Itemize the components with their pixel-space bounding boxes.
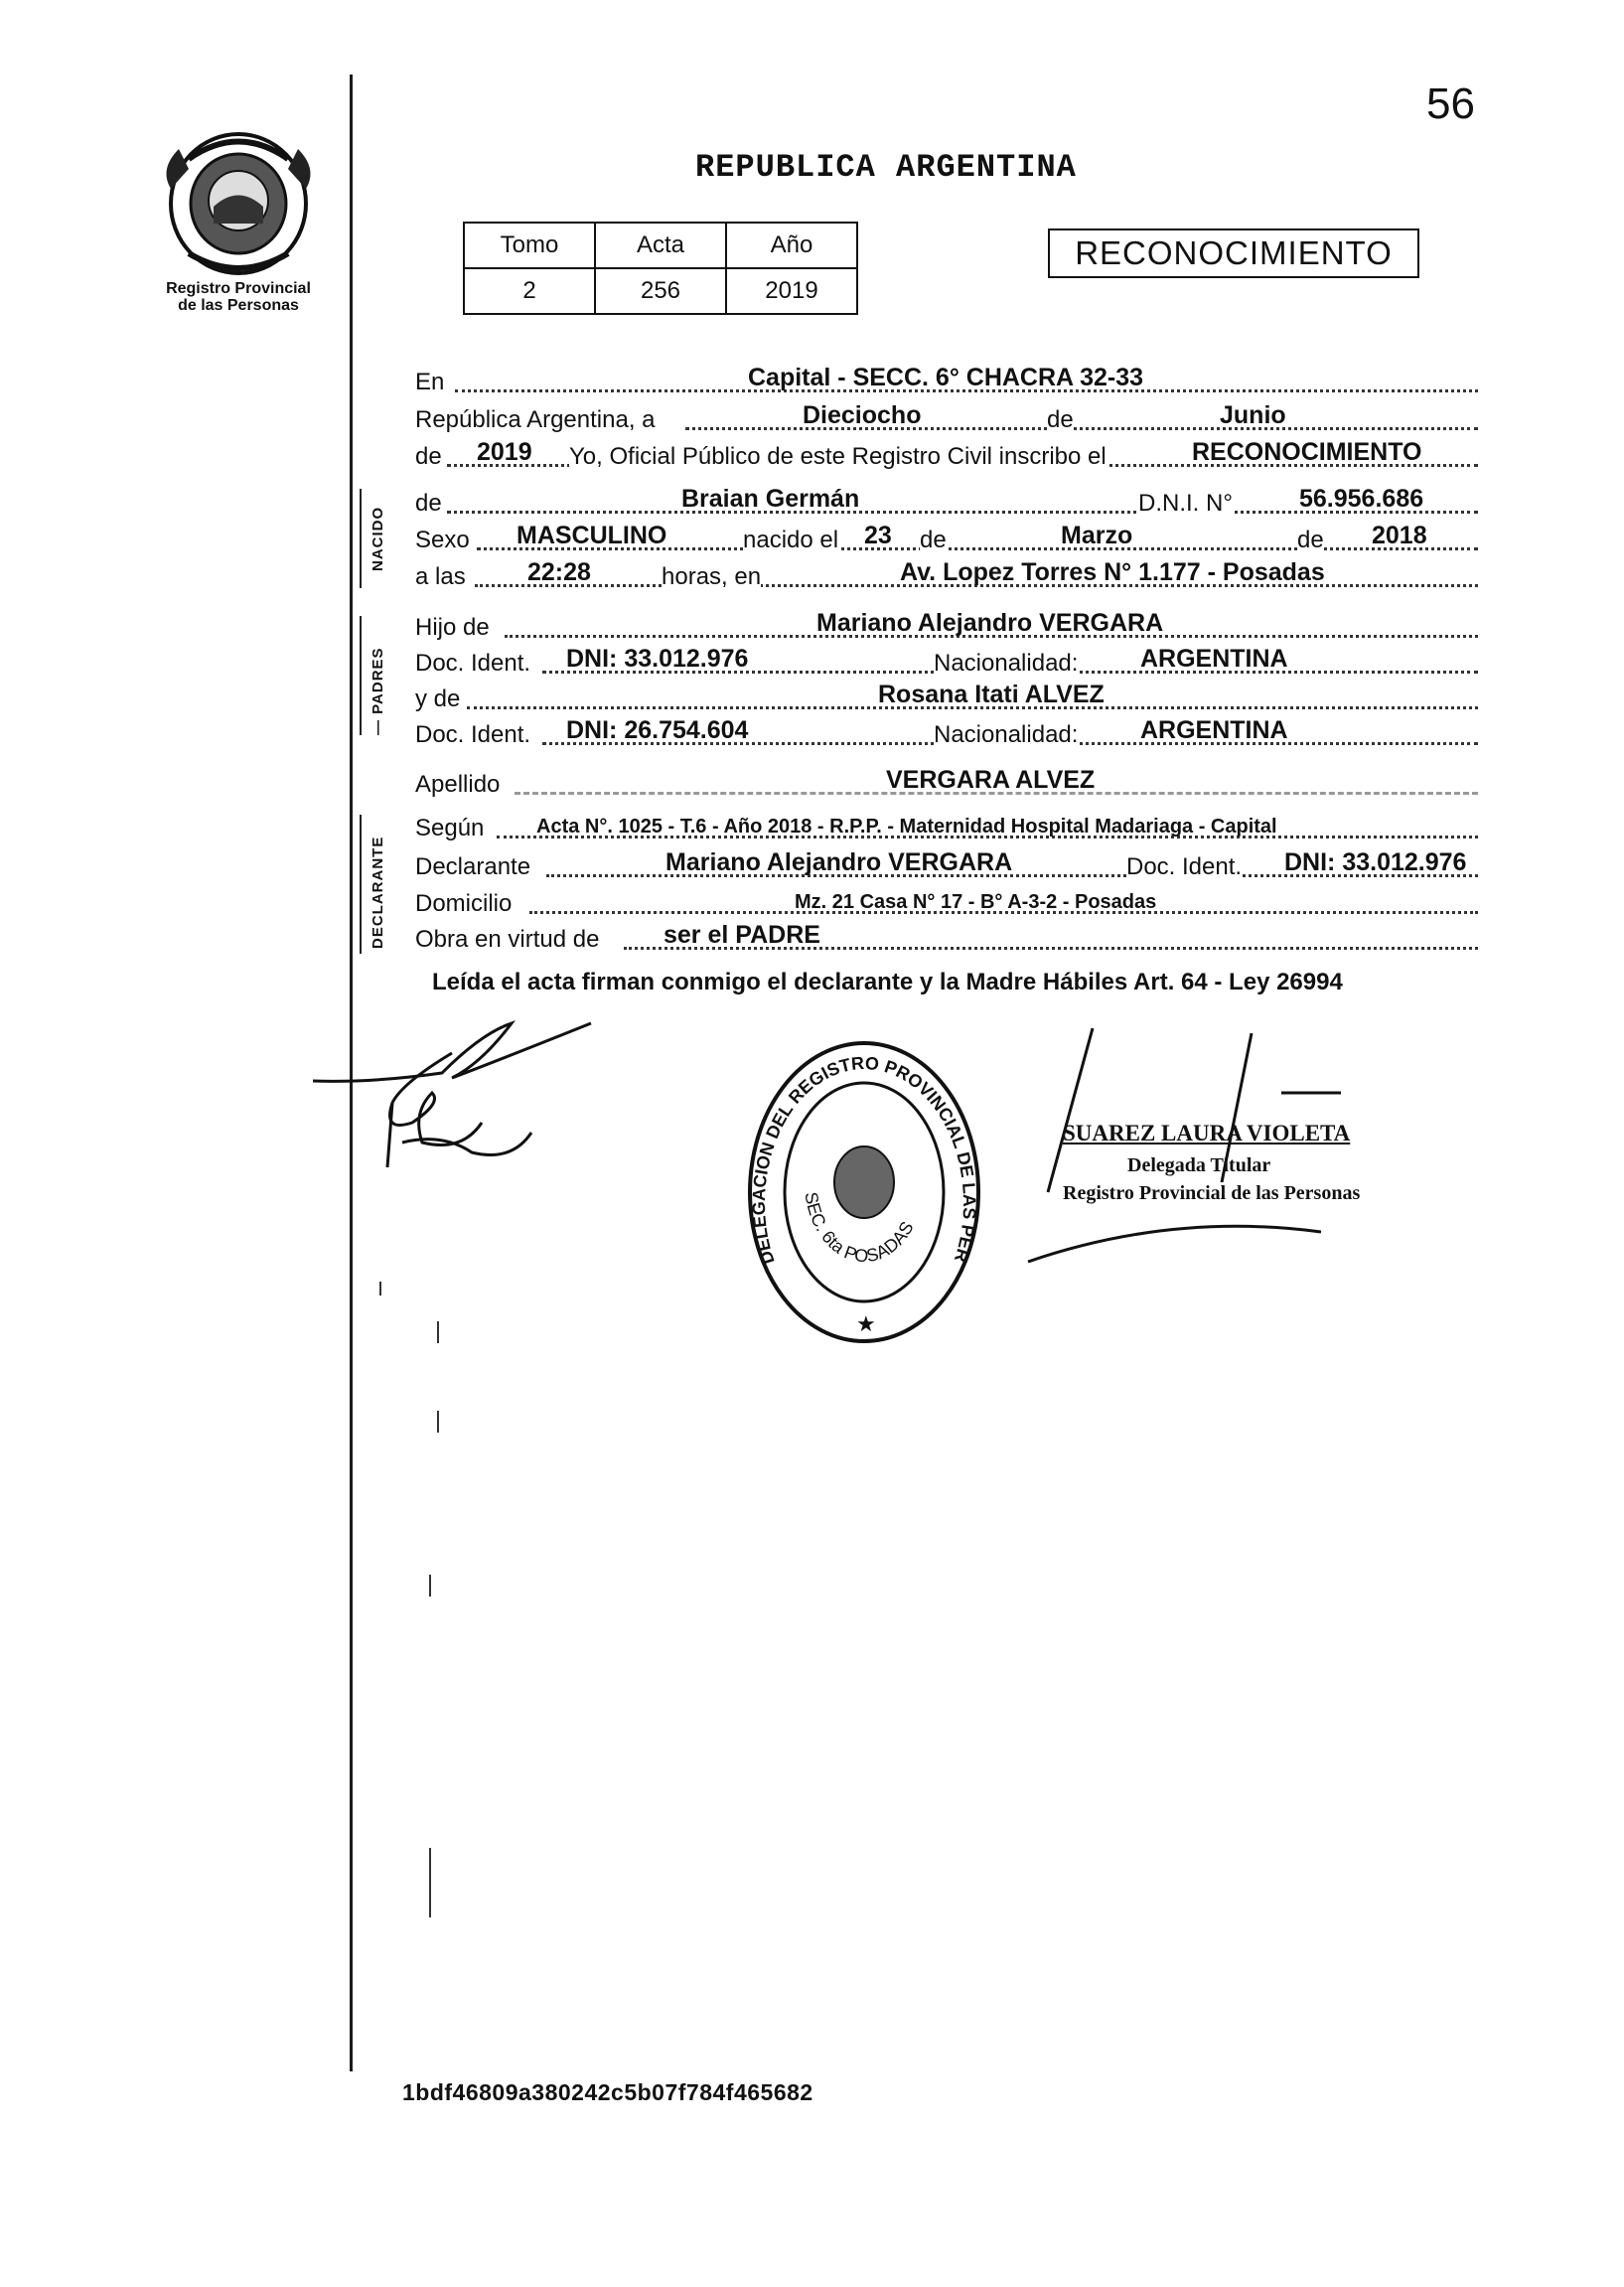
row-hora-lugar: [415, 559, 1478, 593]
row-obra: [415, 922, 1478, 956]
official-signature-strokes: [1023, 1023, 1440, 1272]
value-declarante: Mariano Alejandro VERGARA: [665, 848, 1013, 876]
label-sexo: Sexo: [415, 527, 470, 553]
label-en: En: [415, 369, 445, 395]
value-sexo: MASCULINO: [517, 522, 667, 549]
official-org: Registro Provincial de las Personas: [1063, 1182, 1361, 1204]
header-tomo: Tomo: [464, 223, 595, 268]
row-madre-doc: [415, 717, 1478, 751]
header-acta: Acta: [595, 223, 726, 268]
value-mother-doc: DNI: 26.754.604: [566, 716, 749, 744]
closing-statement: Leída el acta firman conmigo el declarante y la Madre Hábiles Art. 64 - Ley 26994: [432, 969, 1343, 995]
side-label-nacido: NACIDO: [369, 506, 386, 571]
value-child-name: Braian Germán: [681, 485, 860, 513]
record-header-row: [464, 223, 857, 268]
record-volume-table: [463, 222, 858, 315]
label-de: de: [415, 490, 442, 517]
label-de: de: [920, 527, 947, 553]
value-child-dni: 56.956.686: [1299, 485, 1424, 513]
document-type-box: RECONOCIMIENTO: [1048, 229, 1419, 278]
value-acta: 256: [595, 268, 726, 314]
row-segun: [415, 811, 1478, 844]
value-act-type: RECONOCIMIENTO: [1192, 438, 1422, 466]
label-obra: Obra en virtud de: [415, 926, 600, 953]
official-name: SUAREZ LAURA VIOLETA: [1063, 1121, 1351, 1145]
value-birth-month: Marzo: [1061, 522, 1133, 549]
padres-bracket: [360, 616, 362, 735]
official-role: Delegada Titular: [1127, 1154, 1271, 1176]
value-segun: Acta N°. 1025 - T.6 - Año 2018 - R.P.P. - Maternidad Hospital Madariaga - Capital: [536, 816, 1277, 838]
value-birth-day: 23: [864, 522, 892, 549]
value-domicilio: Mz. 21 Casa N° 17 - B° A-3-2 - Posadas: [795, 891, 1157, 913]
row-inscribo: [415, 439, 1478, 473]
margin-mark: [379, 1282, 381, 1296]
label-apellido: Apellido: [415, 771, 501, 798]
value-mother-nationality: ARGENTINA: [1140, 716, 1288, 744]
margin-mark: [429, 1848, 431, 1917]
label-de: de: [1297, 527, 1324, 553]
record-value-row: [464, 268, 857, 314]
declarante-bracket: [360, 815, 362, 954]
value-birth-place: Av. Lopez Torres N° 1.177 - Posadas: [900, 558, 1325, 586]
logo-caption-line2: de las Personas: [178, 297, 299, 314]
label-de: de: [1047, 406, 1074, 433]
label-oficial: Yo, Oficial Público de este Registro Civil inscribo el: [569, 443, 1107, 470]
row-fecha: [415, 402, 1478, 436]
value-year: 2019: [477, 438, 532, 466]
nacido-bracket: [360, 489, 362, 588]
label-declarante: Declarante: [415, 853, 531, 880]
logo-caption-line1: Registro Provincial: [166, 280, 311, 297]
label-doc-ident: Doc. Ident.: [415, 721, 531, 748]
margin-mark: [437, 1411, 439, 1433]
row-en: [415, 365, 1478, 398]
value-time: 22:28: [527, 558, 591, 586]
row-nombre: [415, 486, 1478, 520]
row-apellido: [415, 767, 1478, 801]
label-segun: Según: [415, 815, 485, 841]
value-declarante-doc: DNI: 33.012.976: [1284, 848, 1467, 876]
row-declarante: [415, 849, 1478, 883]
label-dni: D.N.I. N°: [1138, 490, 1233, 517]
stamp-inner-text: SEC. 6ta POSADAS: [801, 1190, 918, 1267]
value-obra: ser el PADRE: [664, 921, 820, 949]
header-ano: Año: [726, 223, 857, 268]
official-stamp: [735, 1033, 993, 1351]
label-republica: República Argentina, a: [415, 406, 656, 433]
document-hash: 1bdf46809a380242c5b07f784f465682: [402, 2079, 813, 2105]
value-location: Capital - SECC. 6° CHACRA 32-33: [748, 364, 1144, 391]
value-father-name: Mariano Alejandro VERGARA: [816, 609, 1164, 637]
side-label-declarante: DECLARANTE: [369, 836, 386, 949]
margin-mark: [429, 1575, 431, 1597]
value-ano: 2019: [726, 268, 857, 314]
value-day: Dieciocho: [803, 401, 922, 429]
label-nacionalidad: Nacionalidad:: [934, 650, 1079, 677]
value-father-doc: DNI: 33.012.976: [566, 645, 749, 673]
value-apellido: VERGARA ALVEZ: [886, 766, 1096, 794]
label-a-las: a las: [415, 563, 466, 590]
label-domicilio: Domicilio: [415, 890, 513, 917]
side-label-padres: — PADRES: [369, 647, 386, 735]
declarant-signature: [313, 1003, 611, 1182]
row-madre: [415, 682, 1478, 715]
label-doc-ident: Doc. Ident.: [415, 650, 531, 677]
margin-mark: [437, 1321, 439, 1343]
label-de: de: [415, 443, 442, 470]
label-horas-en: horas, en: [662, 563, 762, 590]
row-padre-doc: [415, 646, 1478, 680]
label-nacionalidad: Nacionalidad:: [934, 721, 1079, 748]
logo-caption: [149, 280, 328, 314]
stamp-star-icon: ★: [856, 1311, 876, 1336]
row-sexo: [415, 523, 1478, 556]
document-title: REPUBLICA ARGENTINA: [695, 149, 1077, 186]
label-y-de: y de: [415, 686, 461, 712]
label-hijo-de: Hijo de: [415, 614, 490, 641]
label-nacido-el: nacido el: [743, 527, 839, 553]
stamp-outer-text: DELEGACION DEL REGISTRO PROVINCIAL DE LAS PER: [748, 1052, 980, 1267]
value-tomo: 2: [464, 268, 595, 314]
value-month: Junio: [1220, 401, 1286, 429]
row-padre: [415, 610, 1478, 644]
value-mother-name: Rosana Itati ALVEZ: [878, 681, 1105, 708]
page-number: 56: [1426, 79, 1475, 128]
label-decl-doc: Doc. Ident.: [1126, 853, 1243, 880]
row-domicilio: [415, 886, 1478, 920]
value-birth-year: 2018: [1372, 522, 1427, 549]
value-father-nationality: ARGENTINA: [1140, 645, 1288, 673]
